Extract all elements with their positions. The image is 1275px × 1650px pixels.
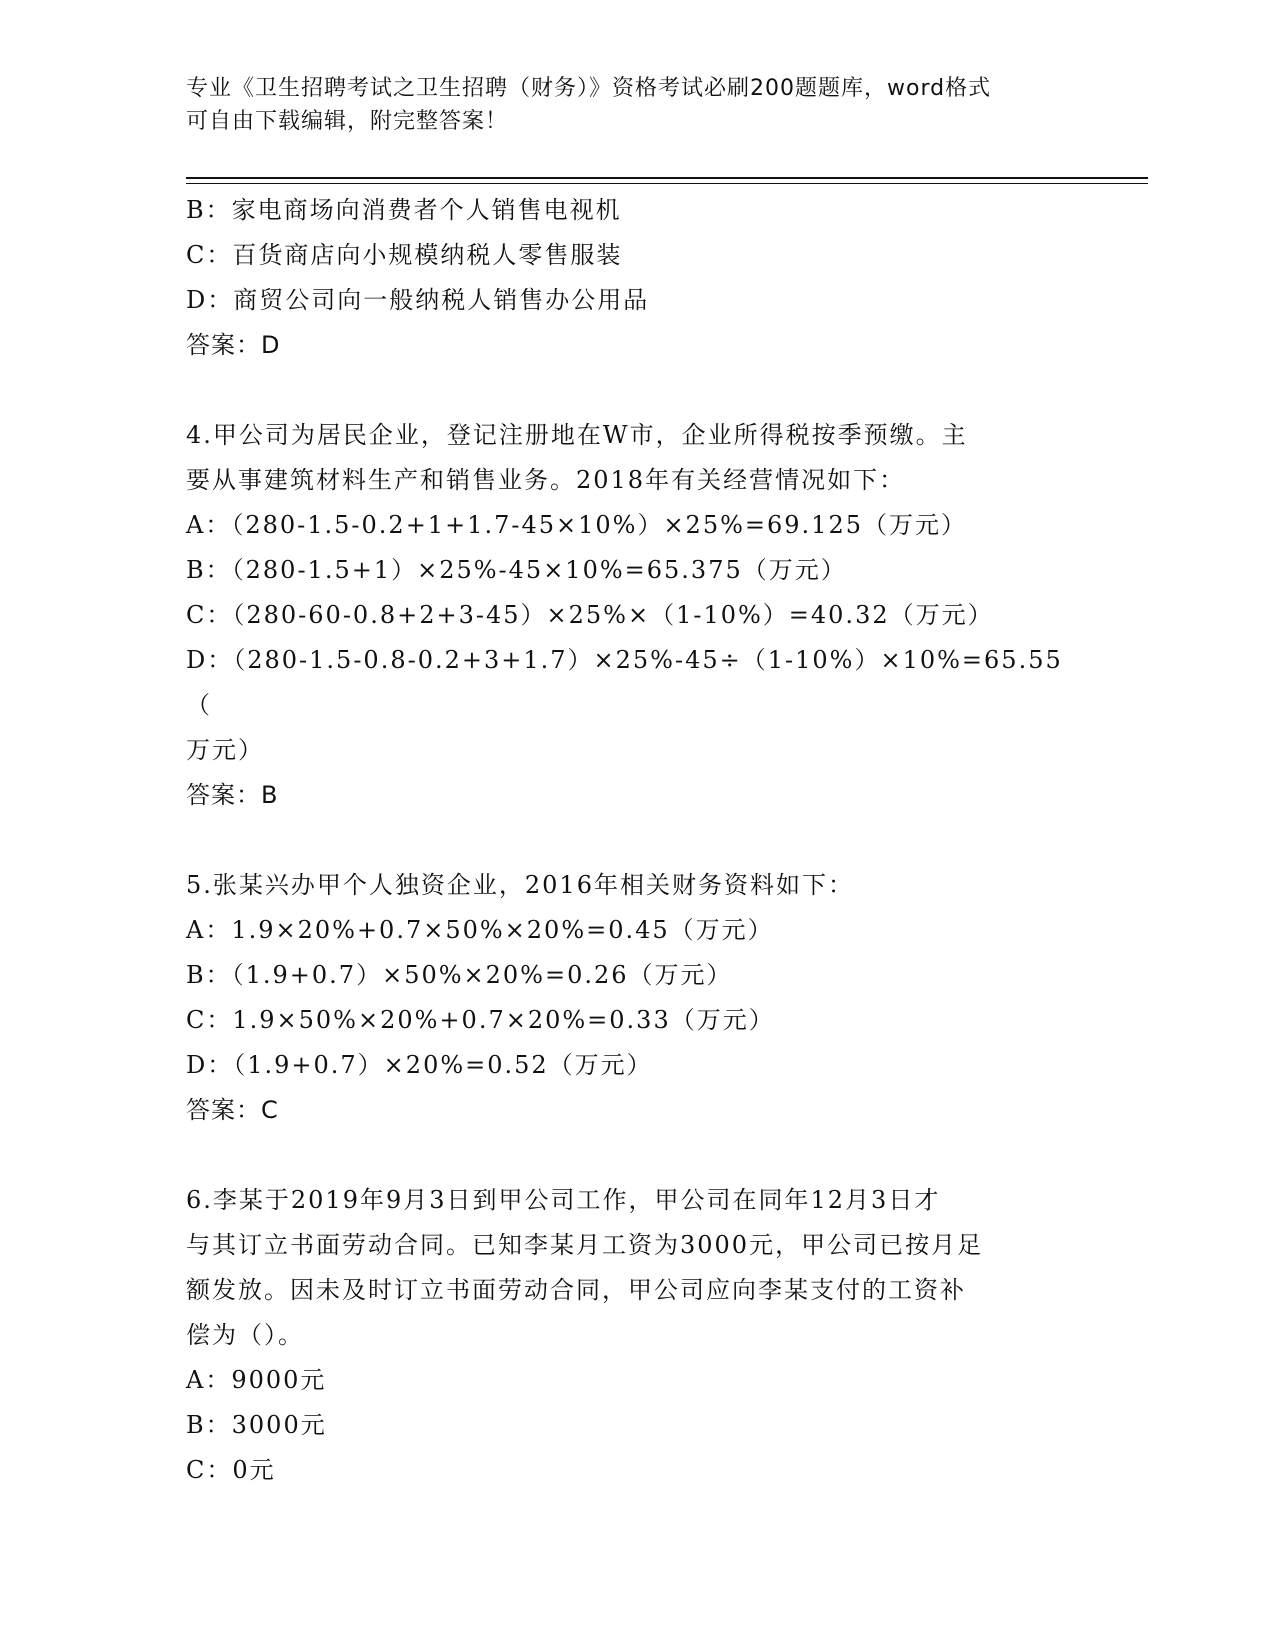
question-stem: 偿为（）。 xyxy=(186,1321,304,1349)
option-c: C：0元 xyxy=(186,1456,276,1484)
header-line-2: 可自由下载编辑，附完整答案！ xyxy=(186,109,509,134)
option-b: B：家电商场向消费者个人销售电视机 xyxy=(186,196,622,224)
spacer xyxy=(186,1133,1066,1178)
option-c: C：百货商店向小规模纳税人零售服装 xyxy=(186,241,623,269)
option-c: C：1.9×50%×20%+0.7×20%=0.33（万元） xyxy=(186,1006,775,1034)
page-header xyxy=(186,72,1066,138)
question-stem: 5.张某兴办甲个人独资企业，2016年相关财务资料如下： xyxy=(186,871,854,899)
option-d-continued: 万元） xyxy=(186,736,264,764)
option-b: B：3000元 xyxy=(186,1411,327,1439)
question-stem: 与其订立书面劳动合同。已知李某月工资为3000元，甲公司已按月足 xyxy=(186,1231,984,1259)
question-stem: 额发放。因未及时订立书面劳动合同，甲公司应向李某支付的工资补 xyxy=(186,1276,966,1304)
header-divider-thick xyxy=(186,177,1148,179)
question-5 xyxy=(186,863,1066,1133)
option-a: A：（280-1.5-0.2+1+1.7-45×10%）×25%=69.125（万元） xyxy=(186,511,967,539)
option-d: D：商贸公司向一般纳税人销售办公用品 xyxy=(186,286,650,314)
option-a: A：1.9×20%+0.7×50%×20%=0.45（万元） xyxy=(186,916,774,944)
answer: 答案：C xyxy=(186,1096,279,1124)
question-4 xyxy=(186,413,1066,818)
question-3 xyxy=(186,188,1066,368)
spacer xyxy=(186,368,1066,413)
answer: 答案：D xyxy=(186,331,281,359)
question-stem: 要从事建筑材料生产和销售业务。2018年有关经营情况如下： xyxy=(186,466,906,494)
option-d: D：（280-1.5-0.8-0.2+3+1.7）×25%-45÷（1-10%）×10%=65.55（ xyxy=(186,646,1063,719)
answer: 答案：B xyxy=(186,781,279,809)
question-content xyxy=(186,188,1066,1493)
question-stem: 6.李某于2019年9月3日到甲公司工作，甲公司在同年12月3日才 xyxy=(186,1186,941,1214)
question-6 xyxy=(186,1178,1066,1493)
header-line-1: 专业《卫生招聘考试之卫生招聘（财务）》资格考试必刷200题题库，word格式 xyxy=(186,76,992,101)
option-a: A：9000元 xyxy=(186,1366,327,1394)
question-stem: 4.甲公司为居民企业，登记注册地在W市，企业所得税按季预缴。主 xyxy=(186,421,968,449)
option-b: B：（1.9+0.7）×50%×20%=0.26（万元） xyxy=(186,961,733,989)
option-c: C：（280-60-0.8+2+3-45）×25%×（1-10%）=40.32（万元） xyxy=(186,601,994,629)
option-d: D：（1.9+0.7）×20%=0.52（万元） xyxy=(186,1051,653,1079)
option-b: B：（280-1.5+1）×25%-45×10%=65.375（万元） xyxy=(186,556,847,584)
header-divider-thin xyxy=(186,183,1148,184)
spacer xyxy=(186,818,1066,863)
